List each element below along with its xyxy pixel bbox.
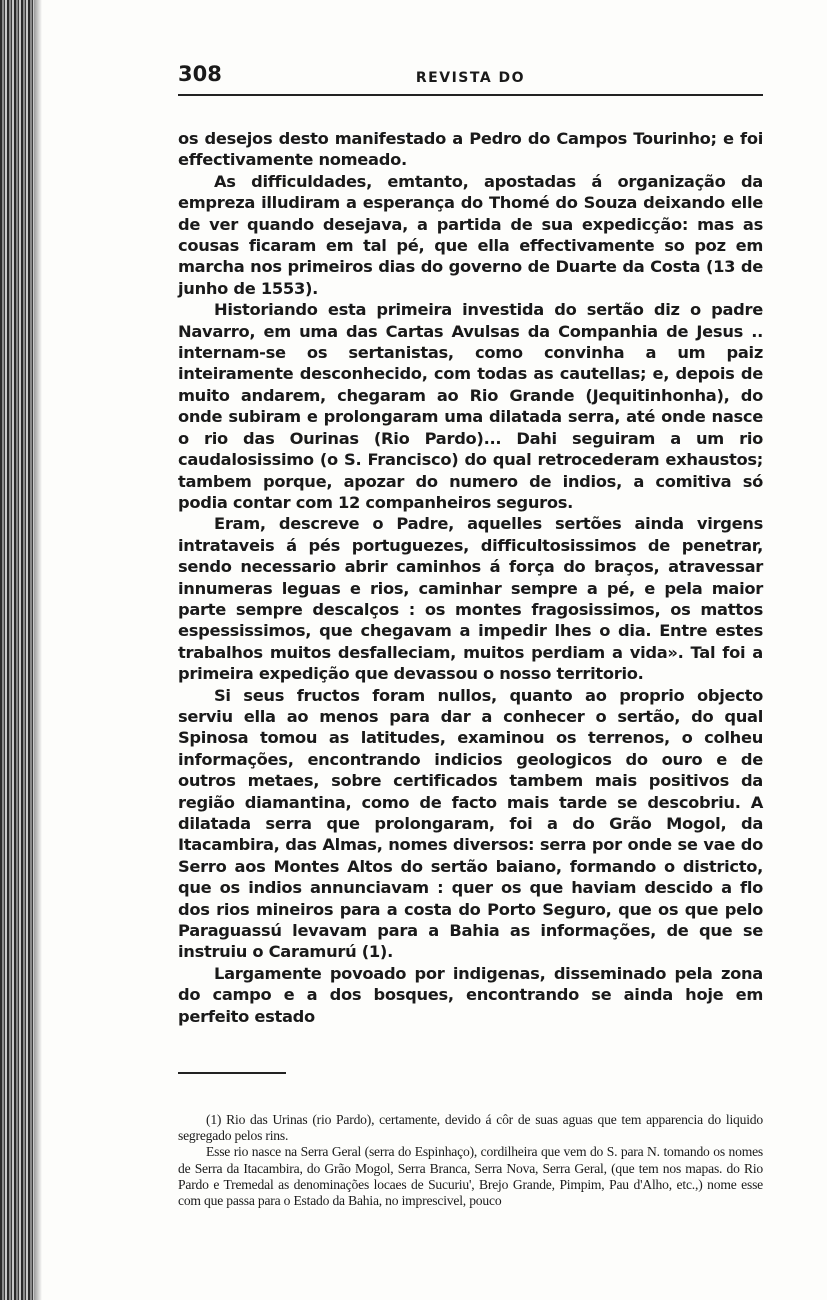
page-header: [178, 58, 763, 92]
paragraph: Largamente povoado por indigenas, disseminado pela zona do campo e a dos bosques, encontrando se ainda hoje em perfeito estado: [178, 963, 763, 1026]
page-number: 308: [178, 62, 222, 86]
page: [178, 58, 763, 1209]
footnote: Esse rio nasce na Serra Geral (serra do Espinhaço), cordilheira que vem do S. para N. tomando os nomes de Serra da Itacambira, do Grão Mogol, Serra Branca, Serra Nova, Serra Geral, (que tem nos mapas. do Rio Pardo e Tremedal as denominações locaes de Sucuriu', Brejo Grande, Pimpim, Pau d'Alho, etc.,) nome esse com que passa para o Estado da Bahia, no imprescivel, pouco: [178, 1144, 763, 1209]
binding-shadow: [34, 0, 42, 1300]
paragraph: Si seus fructos foram nullos, quanto ao proprio objecto serviu ella ao menos para dar a conhecer o sertão, do qual Spinosa tomou as latitudes, examinou os terrenos, o colheu informações, encontrando indicios geologicos do ouro e de outros metaes, sobre certificados tambem mais positivos da região diamantina, como de facto mais tarde se descobriu. A dilatada serra que prolongaram, foi a do Grão Mogol, da Itacambira, das Almas, nomes diversos: serra por onde se vae do Serro aos Montes Altos do sertão baiano, formando o districto, que os indios annunciavam : quer os que haviam descido a flo dos rios mineiros para a costa do Porto Seguro, que os que pelo Paraguassú levavam para a Bahia as informações, de que se instruiu o Caramurú (1).: [178, 685, 763, 962]
running-head: REVISTA DO: [415, 70, 526, 86]
paragraph: Historiando esta primeira investida do sertão diz o padre Navarro, em uma das Cartas Avulsas da Companhia de Jesus .. internam-se os sertanistas, como convinha a um paiz inteiramente desconhecido, com todas as cautellas; e, depois de muito andarem, chegaram ao Rio Grande (Jequitinhonha), do onde subiram e prolongaram uma dilatada serra, até onde nasce o rio das Ourinas (Rio Pardo)... Dahi seguiram a um rio caudalosissimo (o S. Francisco) do qual retrocederam exhaustos; tambem porque, apozar do numero de indios, a comitiva só podia contar com 12 companheiros seguros.: [178, 300, 763, 512]
footnotes: [178, 1112, 763, 1209]
paragraph: os desejos desto manifestado a Pedro do Campos Tourinho; e foi effectivamente nomeado.: [178, 129, 763, 170]
paragraph: As difficuldades, emtanto, apostadas á organização da empreza illudiram a esperança do Thomé do Souza deixando elle de ver quando desejava, a partida de sua expedicção: mas as cousas ficaram em tal pé, que ella effectivamente so poz em marcha nos primeiros dias do governo de Duarte da Costa (13 de junho de 1553).: [178, 171, 763, 298]
book-binding: [0, 0, 34, 1300]
header-rule: [178, 94, 763, 96]
footnote: (1) Rio das Urinas (rio Pardo), certamente, devido á côr de suas aguas que tem apparencia do liquido segregado pelos rins.: [178, 1112, 763, 1144]
paragraph: Eram, descreve o Padre, aquelles sertões ainda virgens intrataveis á pés portuguezes, difficultosissimos de penetrar, sendo necessario abrir caminhos á força do braços, atravessar innumeras leguas e rios, caminhar sempre a pé, e pela maior parte sempre descalços : os montes fragosissimos, os mattos espessissimos, que chegavam a impedir lhes o dia. Entre estes trabalhos muitos desfalleciam, muitos perdiam a vida». Tal foi a primeira expedição que devassou o nosso territorio.: [178, 514, 763, 684]
body-text: [178, 128, 763, 1027]
footnote-rule: [178, 1072, 286, 1074]
